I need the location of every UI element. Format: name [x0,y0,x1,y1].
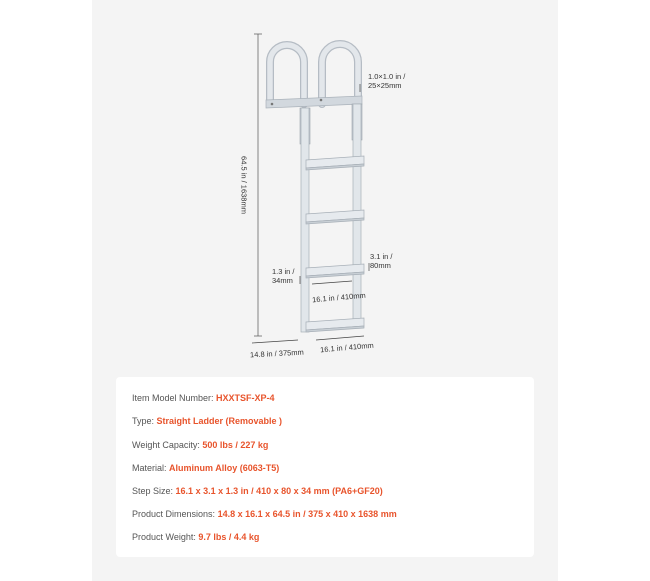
spec-label: Type: [132,416,155,426]
spec-row-type [132,416,282,427]
spec-value: Straight Ladder (Removable ) [156,416,283,426]
height-label: 64.5 in / 1638mm [239,156,249,214]
spec-value: Aluminum Alloy (6063-T5) [169,463,280,473]
tube-size-label [368,72,405,90]
spec-label: Product Weight: [132,532,196,542]
right-handrail-hoop [322,44,358,104]
specifications-card [116,377,534,557]
step-height-metric: 80mm [370,261,391,270]
base-depth-label: 14.8 in / 375mm [249,347,304,360]
spec-row-product-dimensions [132,509,397,520]
spec-label: Item Model Number: [132,393,214,403]
spec-row-material [132,463,279,474]
spec-value: 14.8 x 16.1 x 64.5 in / 375 x 410 x 1638 mm [217,509,397,519]
mounting-bar [266,96,362,108]
height-dimension-line [254,34,262,336]
spec-value: 16.1 x 3.1 x 1.3 in / 410 x 80 x 34 mm (PA6+GF20) [175,486,383,496]
step-width-label: 16.1 in / 410mm [311,290,367,305]
spec-label: Weight Capacity: [132,440,200,450]
spec-value: 9.7 lbs / 4.4 kg [198,532,260,542]
tube-size-metric: 25×25mm [368,81,402,90]
step-height-label [370,252,393,270]
spec-label: Step Size: [132,486,174,496]
ladder-step [306,318,364,332]
spec-label: Material: [132,463,167,473]
tube-size-imperial: 1.0×1.0 in / [368,72,406,81]
spec-value: HXXTSF-XP-4 [216,393,275,403]
spec-row-step-size [132,486,383,497]
step-thickness-label [272,267,295,285]
spec-value: 500 lbs / 227 kg [202,440,269,450]
step-height-imperial: 3.1 in / [370,252,393,261]
spec-label: Product Dimensions: [132,509,216,519]
spec-row-model [132,393,275,404]
spec-row-weight-capacity [132,440,268,451]
step-thickness-metric: 34mm [272,276,293,285]
step-thickness-imperial: 1.3 in / [272,267,295,276]
base-width-label: 16.1 in / 410mm [319,340,375,355]
spec-row-product-weight [132,532,259,543]
left-handrail-hoop [270,45,304,104]
